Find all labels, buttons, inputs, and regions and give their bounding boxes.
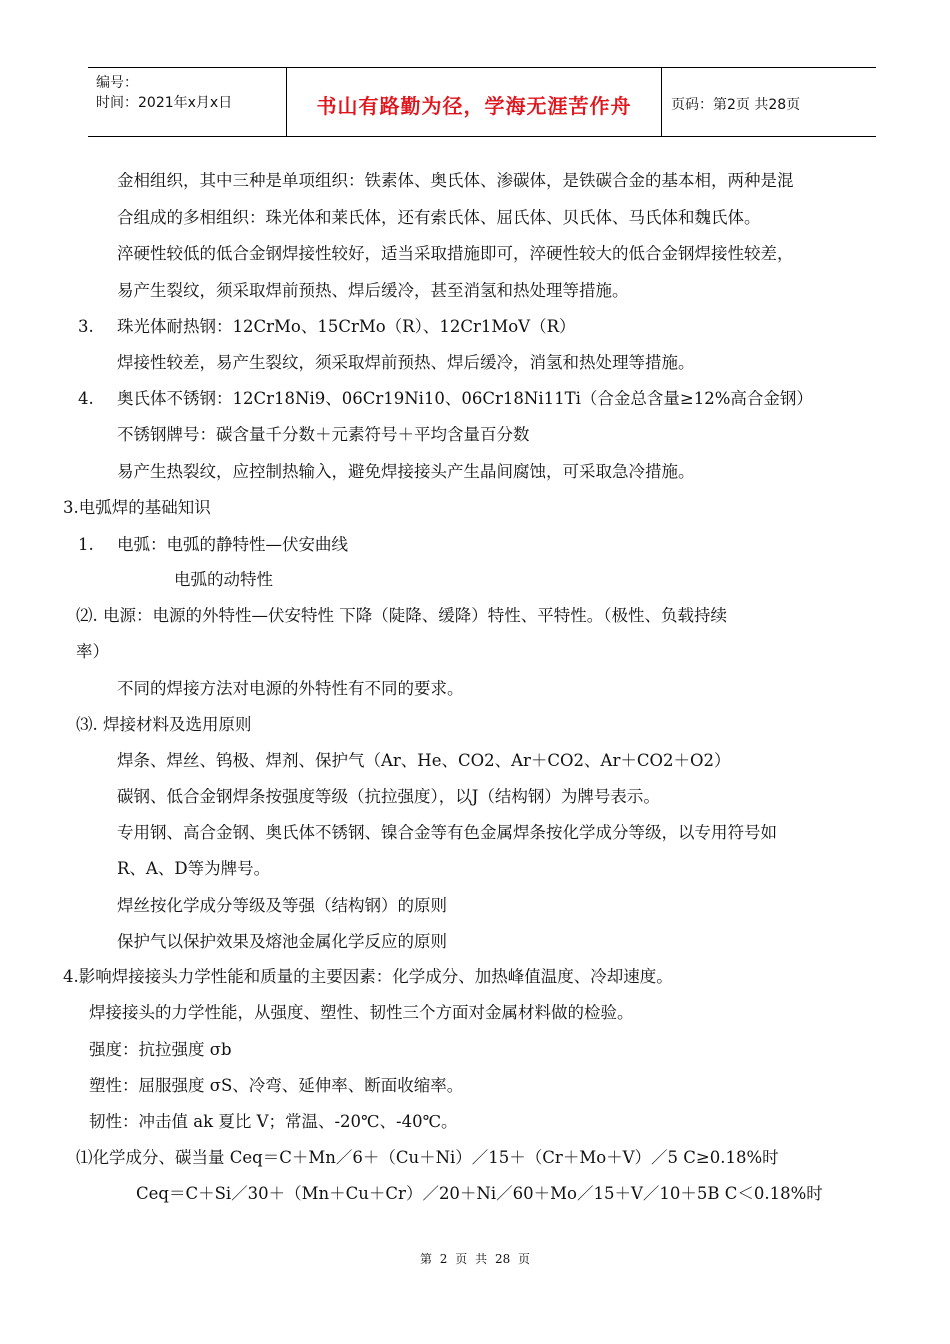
list-number: 4. [78,389,94,408]
section-heading: 3.电弧焊的基础知识 [63,498,211,517]
paragraph-line: 淬硬性较低的低合金钢焊接性较好，适当采取措施即可，淬硬性较大的低合金钢焊接性较差， [117,244,794,263]
footer-ye: 页 [455,1252,468,1266]
motto: 书山有路勤为径，学海无涯苦作舟 [316,94,632,118]
paragraph-line: 碳钢、低合金钢焊条按强度等级（抗拉强度），以J（结构钢）为牌号表示。 [117,787,660,806]
paragraph-line: 焊接性较差，易产生裂纹，须采取焊前预热、焊后缓冷，消氢和热处理等措施。 [117,353,695,372]
paragraph-line: 保护气以保护效果及熔池金属化学反应的原则 [117,932,447,951]
header-motto-cell [286,68,662,136]
paragraph-line: 焊接接头的力学性能，从强度、塑性、韧性三个方面对金属材料做的检验。 [89,1003,634,1022]
section-heading: 4.影响焊接接头力学性能和质量的主要因素：化学成分、加热峰值温度、冷却速度。 [63,967,673,986]
paragraph-line: R、A、D等为牌号。 [117,859,271,878]
list-item-text: ⑵. 电源：电源的外特性—伏安特性 下降（陡降、缓降）特性、平特性。（极性、负载持续 [76,606,727,625]
paragraph-line: 率） [76,642,109,661]
footer-di: 第 [419,1252,432,1266]
paragraph-line: 韧性：冲击值 ak 夏比 V；常温、-20℃、-40℃。 [89,1112,458,1131]
paragraph-line: 易产生裂纹，须采取焊前预热、焊后缓冷，甚至消氢和热处理等措施。 [117,281,629,300]
list-number: 3. [78,317,94,336]
paragraph-line: 强度：抗拉强度 σb [89,1040,232,1059]
paragraph-line: 专用钢、高合金钢、奥氏体不锈钢、镍合金等有色金属焊条按化学成分等级，以专用符号如 [117,823,777,842]
time-label: 时间：2021年x月x日 [96,95,233,111]
formula-line: Ceq＝C＋Si／30＋（Mn＋Cu＋Cr）／20＋Ni／60＋Mo／15＋V／10＋5B C＜0.18%时 [136,1184,823,1203]
paragraph-line: 合组成的多相组织：珠光体和莱氏体，还有索氏体、屈氏体、贝氏体、马氏体和魏氏体。 [117,208,761,227]
paragraph-line: 塑性：屈服强度 σS、冷弯、延伸率、断面收缩率。 [89,1076,464,1095]
list-item-text: 珠光体耐热钢：12CrMo、15CrMo（R）、12Cr1MoV（R） [117,317,576,336]
paragraph-line: 金相组织，其中三种是单项组织：铁素体、奥氏体、渗碳体，是铁碳合金的基本相，两种是混 [117,171,794,190]
footer-gong: 共 [475,1252,488,1266]
paragraph-line: 电弧的动特性 [174,570,273,589]
page-footer [0,1250,950,1267]
footer-ye2: 页 [518,1252,531,1266]
list-number: 1. [78,535,94,554]
paragraph-line: 不同的焊接方法对电源的外特性有不同的要求。 [117,679,464,698]
footer-page-number: 2 [439,1252,448,1266]
paragraph-line: 焊丝按化学成分等级及等强（结构钢）的原则 [117,896,447,915]
paragraph-line: 易产生热裂纹，应控制热输入，避免焊接接头产生晶间腐蚀，可采取急冷措施。 [117,462,695,481]
list-item-text: 奥氏体不锈钢：12Cr18Ni9、06Cr19Ni10、06Cr18Ni11Ti（合金总含量≥12%高合金钢） [117,389,813,408]
page-label: 页码：第2页 共28页 [671,97,801,113]
list-item-text: 电弧：电弧的静特性—伏安曲线 [117,535,348,554]
document-header [88,67,876,137]
code-label: 编号： [96,75,138,91]
header-page-cell [661,68,876,136]
header-meta-cell [88,68,286,136]
list-item-text: ⑶. 焊接材料及选用原则 [76,715,252,734]
footer-total-pages: 28 [494,1252,511,1266]
paragraph-line: 不锈钢牌号：碳含量千分数＋元素符号＋平均含量百分数 [117,425,530,444]
formula-line: ⑴化学成分、碳当量 Ceq＝C＋Mn／6＋（Cu＋Ni）／15＋（Cr＋Mo＋V）／5 C≥0.18%时 [76,1148,779,1167]
paragraph-line: 焊条、焊丝、钨极、焊剂、保护气（Ar、He、CO2、Ar＋CO2、Ar＋CO2＋O2） [117,751,731,770]
